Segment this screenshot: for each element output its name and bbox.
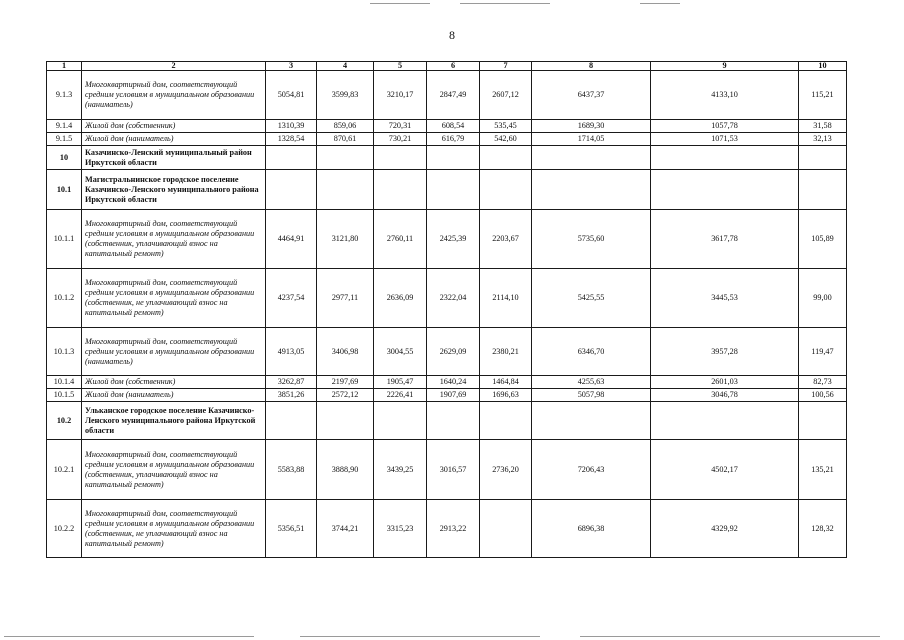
value-cell [799, 146, 847, 170]
row-number: 10.1 [47, 170, 82, 210]
value-cell [317, 170, 374, 210]
value-cell: 82,73 [799, 376, 847, 389]
value-cell [799, 170, 847, 210]
value-cell: 4329,92 [651, 500, 799, 558]
scan-artifact-line [640, 3, 680, 4]
value-cell: 608,54 [427, 120, 480, 133]
row-description: Жилой дом (собственник) [82, 376, 266, 389]
value-cell: 1328,54 [266, 133, 317, 146]
value-cell [374, 402, 427, 440]
value-cell: 2977,11 [317, 269, 374, 328]
value-cell: 5054,81 [266, 71, 317, 120]
row-number: 10.2 [47, 402, 82, 440]
row-number: 9.1.4 [47, 120, 82, 133]
value-cell: 3599,83 [317, 71, 374, 120]
value-cell [317, 402, 374, 440]
value-cell [799, 402, 847, 440]
table-row [47, 402, 847, 440]
value-cell [651, 402, 799, 440]
table-row [47, 146, 847, 170]
value-cell: 4255,63 [532, 376, 651, 389]
column-header: 6 [427, 62, 480, 71]
row-number: 9.1.5 [47, 133, 82, 146]
value-cell: 2607,12 [480, 71, 532, 120]
table-row [47, 71, 847, 120]
value-cell: 2572,12 [317, 389, 374, 402]
table-row [47, 269, 847, 328]
value-cell [427, 146, 480, 170]
value-cell: 3016,57 [427, 440, 480, 500]
value-cell: 3004,55 [374, 328, 427, 376]
value-cell: 119,47 [799, 328, 847, 376]
value-cell [266, 146, 317, 170]
value-cell: 1907,69 [427, 389, 480, 402]
value-cell [532, 170, 651, 210]
value-cell: 3262,87 [266, 376, 317, 389]
value-cell [651, 146, 799, 170]
row-number: 9.1.3 [47, 71, 82, 120]
row-number: 10.1.1 [47, 210, 82, 269]
value-cell: 2760,11 [374, 210, 427, 269]
table-row [47, 133, 847, 146]
scan-artifact-line [370, 3, 430, 4]
value-cell: 1310,39 [266, 120, 317, 133]
value-cell: 2380,21 [480, 328, 532, 376]
value-cell: 720,31 [374, 120, 427, 133]
value-cell [480, 402, 532, 440]
table-row [47, 389, 847, 402]
value-cell: 135,21 [799, 440, 847, 500]
value-cell: 6437,37 [532, 71, 651, 120]
column-header: 9 [651, 62, 799, 71]
value-cell: 128,32 [799, 500, 847, 558]
value-cell: 100,56 [799, 389, 847, 402]
column-header: 5 [374, 62, 427, 71]
value-cell: 542,60 [480, 133, 532, 146]
value-cell: 2913,22 [427, 500, 480, 558]
value-cell [532, 402, 651, 440]
value-cell: 2322,04 [427, 269, 480, 328]
scan-artifact-line [460, 3, 550, 4]
value-cell: 4464,91 [266, 210, 317, 269]
value-cell: 2203,67 [480, 210, 532, 269]
value-cell: 4133,10 [651, 71, 799, 120]
value-cell: 2226,41 [374, 389, 427, 402]
scan-artifact-line [580, 636, 880, 637]
value-cell [427, 402, 480, 440]
value-cell [266, 402, 317, 440]
value-cell: 2629,09 [427, 328, 480, 376]
table-row [47, 328, 847, 376]
value-cell: 3210,17 [374, 71, 427, 120]
value-cell [266, 170, 317, 210]
row-description: Ульканское городское поселение Казачинско-Ленского муниципального района Иркутской области [82, 402, 266, 440]
table-row [47, 440, 847, 500]
value-cell: 3957,28 [651, 328, 799, 376]
value-cell: 32,13 [799, 133, 847, 146]
value-cell: 3121,80 [317, 210, 374, 269]
row-description: Жилой дом (собственник) [82, 120, 266, 133]
column-header: 1 [47, 62, 82, 71]
row-number: 10.1.5 [47, 389, 82, 402]
value-cell: 1714,05 [532, 133, 651, 146]
value-cell: 3315,23 [374, 500, 427, 558]
value-cell: 859,06 [317, 120, 374, 133]
value-cell [374, 146, 427, 170]
row-description: Многоквартирный дом, соответствующий средним условиям в муниципальном образовании (наниматель) [82, 328, 266, 376]
row-description: Жилой дом (наниматель) [82, 133, 266, 146]
value-cell [427, 170, 480, 210]
value-cell: 105,89 [799, 210, 847, 269]
row-description: Многоквартирный дом, соответствующий средним условиям в муниципальном образовании (собственник, уплачивающий взнос на капитальный ремонт) [82, 210, 266, 269]
value-cell: 1640,24 [427, 376, 480, 389]
value-cell: 1905,47 [374, 376, 427, 389]
value-cell [480, 170, 532, 210]
value-cell: 1057,78 [651, 120, 799, 133]
row-description: Многоквартирный дом, соответствующий средним условиям в муниципальном образовании (собственник, уплачивающий взнос на капитальный ремонт) [82, 440, 266, 500]
value-cell: 1696,63 [480, 389, 532, 402]
value-cell: 2197,69 [317, 376, 374, 389]
value-cell: 4913,05 [266, 328, 317, 376]
value-cell [532, 146, 651, 170]
table-row [47, 170, 847, 210]
value-cell: 6346,70 [532, 328, 651, 376]
table-row [47, 120, 847, 133]
value-cell: 5735,60 [532, 210, 651, 269]
row-description: Многоквартирный дом, соответствующий средним условиям в муниципальном образовании (наниматель) [82, 71, 266, 120]
column-header: 2 [82, 62, 266, 71]
value-cell: 3617,78 [651, 210, 799, 269]
value-cell: 1464,84 [480, 376, 532, 389]
value-cell: 2636,09 [374, 269, 427, 328]
value-cell: 5057,98 [532, 389, 651, 402]
row-description: Магистральнинское городское поселение Казачинско-Ленского муниципального района Иркутской области [82, 170, 266, 210]
column-header: 7 [480, 62, 532, 71]
value-cell: 5356,51 [266, 500, 317, 558]
value-cell: 3888,90 [317, 440, 374, 500]
row-description: Многоквартирный дом, соответствующий средним условиям в муниципальном образовании (собственник, не уплачивающий взнос на капитальный ремонт) [82, 269, 266, 328]
row-description: Многоквартирный дом, соответствующий средним условиям в муниципальном образовании (собственник, не уплачивающий взнос на капитальный ремонт) [82, 500, 266, 558]
value-cell: 3439,25 [374, 440, 427, 500]
value-cell: 870,61 [317, 133, 374, 146]
column-header: 8 [532, 62, 651, 71]
value-cell [374, 170, 427, 210]
row-description: Казачинско-Ленский муниципальный район Иркутской области [82, 146, 266, 170]
value-cell: 3744,21 [317, 500, 374, 558]
row-number: 10 [47, 146, 82, 170]
value-cell: 2425,39 [427, 210, 480, 269]
value-cell [480, 146, 532, 170]
value-cell: 535,45 [480, 120, 532, 133]
value-cell: 2114,10 [480, 269, 532, 328]
value-cell: 4502,17 [651, 440, 799, 500]
row-number: 10.1.4 [47, 376, 82, 389]
value-cell: 3445,53 [651, 269, 799, 328]
value-cell: 6896,38 [532, 500, 651, 558]
scan-artifact-line [4, 636, 254, 637]
header-row [47, 62, 847, 71]
value-cell: 3406,98 [317, 328, 374, 376]
value-cell: 1689,30 [532, 120, 651, 133]
row-number: 10.2.2 [47, 500, 82, 558]
value-cell: 3851,26 [266, 389, 317, 402]
column-header: 3 [266, 62, 317, 71]
value-cell: 1071,53 [651, 133, 799, 146]
table-row [47, 500, 847, 558]
value-cell [651, 170, 799, 210]
value-cell: 99,00 [799, 269, 847, 328]
value-cell: 3046,78 [651, 389, 799, 402]
value-cell: 5425,55 [532, 269, 651, 328]
value-cell: 616,79 [427, 133, 480, 146]
table-row [47, 376, 847, 389]
value-cell: 7206,43 [532, 440, 651, 500]
value-cell [480, 500, 532, 558]
value-cell: 115,21 [799, 71, 847, 120]
value-cell: 2847,49 [427, 71, 480, 120]
row-number: 10.1.3 [47, 328, 82, 376]
table-row [47, 210, 847, 269]
tariff-table [46, 61, 847, 558]
row-number: 10.1.2 [47, 269, 82, 328]
value-cell: 31,58 [799, 120, 847, 133]
value-cell: 2736,20 [480, 440, 532, 500]
column-header: 10 [799, 62, 847, 71]
value-cell: 730,21 [374, 133, 427, 146]
scan-artifact-line [300, 636, 540, 637]
column-header: 4 [317, 62, 374, 71]
value-cell: 4237,54 [266, 269, 317, 328]
value-cell [317, 146, 374, 170]
row-description: Жилой дом (наниматель) [82, 389, 266, 402]
row-number: 10.2.1 [47, 440, 82, 500]
value-cell: 2601,03 [651, 376, 799, 389]
page-number: 8 [449, 28, 455, 42]
value-cell: 5583,88 [266, 440, 317, 500]
